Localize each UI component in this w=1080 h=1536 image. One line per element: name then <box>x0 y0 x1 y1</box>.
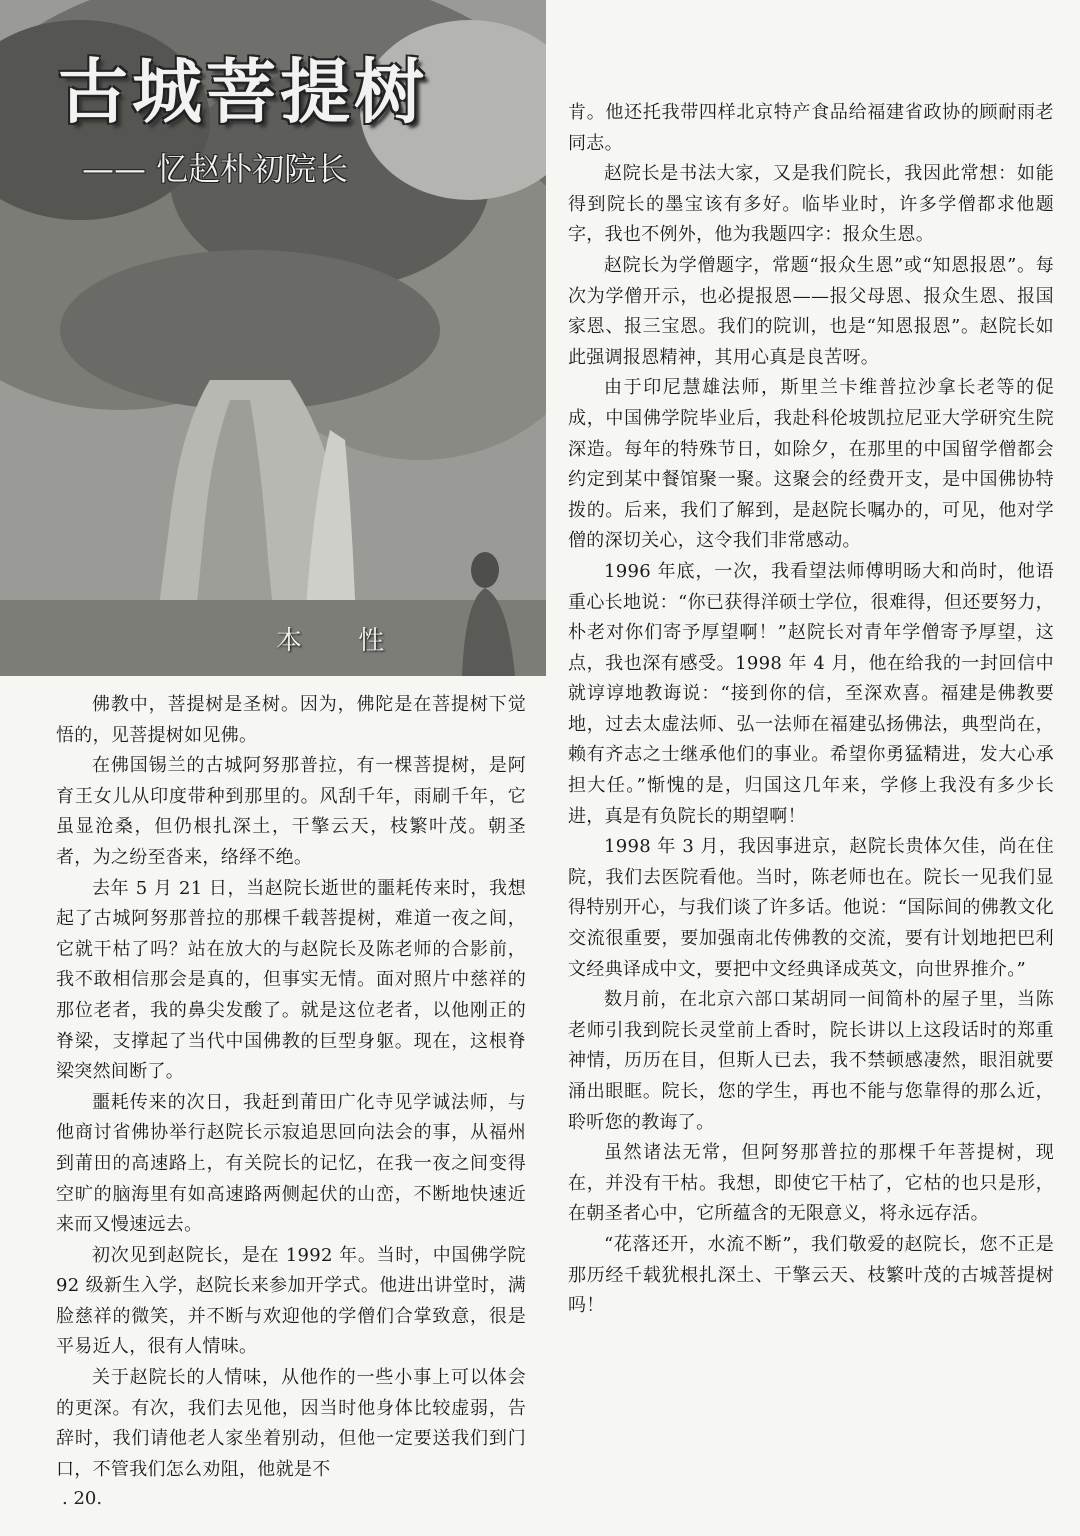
paragraph: 去年 5 月 21 日，当赵院长逝世的噩耗传来时，我想起了古城阿努那普拉的那棵千载菩提树，难道一夜之间，它就干枯了吗？站在放大的与赵院长及陈老师的合影前，我不敢相信那会是真的，但事实无情。面对照片中慈祥的那位老者，我的鼻尖发酸了。就是这位老者，以他刚正的脊梁，支撑起了当代中国佛教的巨型身躯。现在，这根脊梁突然间断了。 <box>56 877 526 1083</box>
paragraph: 赵院长是书法大家，又是我们院长，我因此常想：如能得到院长的墨宝该有多好。临毕业时，许多学僧都求他题字，我也不例外，他为我题四字：报众生恩。 <box>568 163 1054 246</box>
paragraph: 在佛国锡兰的古城阿努那普拉，有一棵菩提树，是阿育王女儿从印度带种到那里的。风刮千年，雨刷千年，它虽显沧桑，但仍根扎深土，干擎云天，枝繁叶茂。朝圣者，为之纷至沓来，络绎不绝。 <box>56 755 526 868</box>
paragraph-continued: 肯。他还托我带四样北京特产食品给福建省政协的顾耐雨老同志。 <box>568 102 1054 154</box>
paragraph: 噩耗传来的次日，我赶到莆田广化寺见学诚法师，与他商讨省佛协举行赵院长示寂追思回向法会的事，从福州到莆田的高速路上，有关院长的记忆，在我一夜之间变得空旷的脑海里有如高速路两侧起伏的山峦，不断地快速近来而又慢速远去。 <box>56 1091 526 1236</box>
author-name: 本 性 <box>276 626 409 656</box>
right-text-column <box>568 98 1054 1322</box>
paragraph: 赵院长为学僧题字，常题“报众生恩”或“知恩报恩”。每次为学僧开示，也必提报恩——报父母恩、报众生恩、报国家恩、报三宝恩。我们的院训，也是“知恩报恩”。赵院长如此强调报恩精神，其用心真是良苦呀。 <box>568 254 1054 368</box>
paragraph: 1998 年 3 月，我因事进京，赵院长贵体欠佳，尚在住院，我们去医院看他。当时，陈老师也在。院长一见我们显得特别开心，与我们谈了许多话。他说：“国际间的佛教文化交流很重要，要加强南北传佛教的交流，要有计划地把巴利文经典译成中文，要把中文经典译成英文，向世界推介。” <box>568 836 1054 980</box>
left-text-column <box>56 690 526 1485</box>
page-number: . 20. <box>62 1488 103 1509</box>
paragraph: 虽然诸法无常，但阿努那普拉的那棵千年菩提树，现在，并没有干枯。我想，即使它干枯了，它枯的也只是形，在朝圣者心中，它所蕴含的无限意义，将永远存活。 <box>568 1142 1054 1225</box>
paragraph: 由于印尼慧雄法师，斯里兰卡维普拉沙拿长老等的促成，中国佛学院毕业后，我赴科伦坡凯拉尼亚大学研究生院深造。每年的特殊节日，如除夕，在那里的中国留学僧都会约定到某中餐馆聚一聚。这聚会的经费开支，是中国佛协特拨的。后来，我们了解到，是赵院长嘱办的，可见，他对学僧的深切关心，这令我们非常感动。 <box>568 377 1054 552</box>
paragraph: 佛教中，菩提树是圣树。因为，佛陀是在菩提树下觉悟的，见菩提树如见佛。 <box>56 694 526 746</box>
paragraph: 1996 年底，一次，我看望法师傅明旸大和尚时，他语重心长地说：“你已获得洋硕士学位，很难得，但还要努力，朴老对你们寄予厚望啊！”赵院长对青年学僧寄予厚望，这点，我也深有感受。1998 年 4 月，他在给我的一封回信中就谆谆地教诲说：“接到你的信，至深欢喜。福建是佛教要地，过去太虚法师、弘一法师在福建弘扬佛法，典型尚在，赖有齐志之士继承他们的事业。希望你勇猛精进，发大心承担大任。”惭愧的是，归国这几年来，学修上我没有多少长进，真是有负院长的期望啊！ <box>568 560 1054 827</box>
paragraph: “花落还开，水流不断”，我们敬爱的赵院长，您不正是那历经千载犹根扎深土、干擎云天、枝繁叶茂的古城菩提树吗！ <box>568 1233 1054 1317</box>
paragraph: 数月前，在北京六部口某胡同一间简朴的屋子里，当陈老师引我到院长灵堂前上香时，院长讲以上这段话时的郑重神情，历历在目，但斯人已去，我不禁顿感凄然，眼泪就要涌出眼眶。院长，您的学生，再也不能与您靠得的那么近，聆听您的教诲了。 <box>568 989 1054 1133</box>
article-subtitle: —— 忆赵朴初院长 <box>82 150 349 188</box>
paragraph: 关于赵院长的人情味，从他作的一些小事上可以体会的更深。有次，我们去见他，因当时他身体比较虚弱，告辞时，我们请他老人家坐着别动，但他一定要送我们到门口，不管我们怎么劝阻，他就是不 <box>56 1367 526 1480</box>
article-title: 古城菩提树 <box>58 51 428 133</box>
paragraph: 初次见到赵院长，是在 1992 年。当时，中国佛学院 92 级新生入学，赵院长来参加开学式。他进出讲堂时，满脸慈祥的微笑，并不断与欢迎他的学僧们合掌致意，很是平易近人，很有人情味。 <box>56 1244 526 1358</box>
